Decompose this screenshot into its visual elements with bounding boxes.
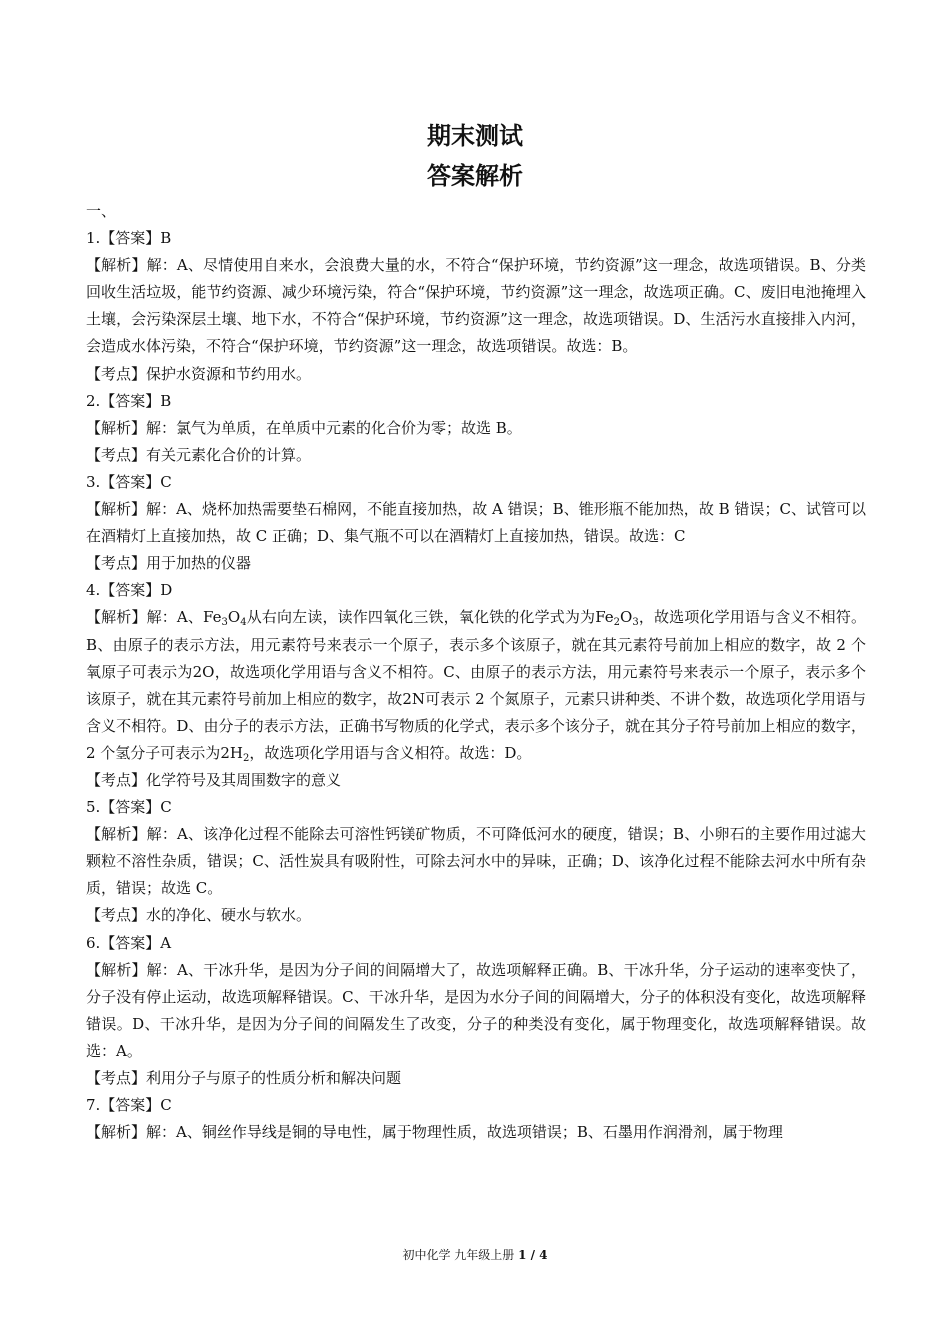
q5-answer: 5.【答案】C bbox=[86, 798, 172, 817]
q2-point: 【考点】有关元素化合价的计算。 bbox=[86, 445, 312, 464]
q3-answer: 3.【答案】C bbox=[86, 472, 172, 491]
section-heading: 一、 bbox=[86, 202, 117, 220]
q5-point: 【考点】水的净化、硬水与软水。 bbox=[86, 906, 312, 925]
page-footer bbox=[0, 1246, 950, 1263]
q4-analysis: 【解析】解：A、$Fe_3O_4$从右向左读，读作四氧化三铁，氧化铁的化学式为为$Fe_2O_3$，故选项化学用语与含义不相符。B、由原子的表示方法，用元素符号来表示一个原子，表示多个该原子，就在其元素符号前加上相应的数字，故 2 个氧原子可表示为2O，故选项化学用语与含义不相符。C、由原子的表示方法，用元素符号来表示一个原子，表示多个该原子，就在其元素符号前加上相应的数字，故2N可表示 2 个氮原子，元素只讲种类、不讲个数，故选项化学用语与含义不相符。D、由分子的表示方法，正确书写物质的化学式，表示多个该分子，就在其分子符号前加上相应的数字，2 个氢分子可表示为$2H_2$，故选项化学用语与含义相符。故选：D。 bbox=[86, 608, 866, 764]
q4-answer: 4.【答案】D bbox=[86, 581, 173, 600]
q6-analysis: 【解析】解：A、干冰升华，是因为分子间的间隔增大了，故选项解释正确。B、干冰升华，分子运动的速率变快了，分子没有停止运动，故选项解释错误。C、干冰升华，是因为水分子间的间隔增大，分子的体积没有变化，故选项解释错误。D、干冰升华，是因为分子间的间隔发生了改变，分子的种类没有变化，属于物理变化，故选项解释错误。故选：A。 bbox=[86, 960, 866, 1060]
q4-point: 【考点】化学符号及其周围数字的意义 bbox=[86, 770, 342, 789]
answer-content bbox=[86, 198, 866, 1146]
q6-answer: 6.【答案】A bbox=[86, 933, 172, 952]
formula-2n: 2N bbox=[402, 689, 425, 708]
q5-analysis: 【解析】解：A、该净化过程不能除去可溶性钙镁矿物质，不可降低河水的硬度，错误；B、小卵石的主要作用过滤大颗粒不溶性杂质，错误；C、活性炭具有吸附性，可除去河水中的异味，正确；D、该净化过程不能除去河水中所有杂质，错误；故选 C。 bbox=[86, 825, 866, 898]
q7-analysis: 【解析】解：A、铜丝作导线是铜的导电性，属于物理性质，故选项错误；B、石墨用作润滑剂，属于物理 bbox=[86, 1123, 783, 1142]
q3-analysis: 【解析】解：A、烧杯加热需要垫石棉网，不能直接加热，故 A 错误；B、锥形瓶不能加热，故 B 错误；C、试管可以在酒精灯上直接加热，故 C 正确；D、集气瓶不可以在酒精灯上直接加热，错误。故选：C bbox=[86, 500, 866, 546]
formula-2o: 2O bbox=[192, 662, 215, 681]
q2-analysis: 【解析】解：氯气为单质，在单质中元素的化合价为零；故选 B。 bbox=[86, 418, 522, 437]
q1-point: 【考点】保护水资源和节约用水。 bbox=[86, 364, 312, 383]
page-number: 1 / 4 bbox=[518, 1248, 548, 1262]
formula-2h2: $2H_2$ bbox=[220, 743, 250, 764]
formula-fe3o4: $Fe_3O_4$ bbox=[203, 608, 247, 629]
q7-answer: 7.【答案】C bbox=[86, 1096, 172, 1115]
footer-subject: 初中化学 九年级上册 bbox=[402, 1248, 519, 1262]
q3-point: 【考点】用于加热的仪器 bbox=[86, 554, 252, 573]
page-title: 期末测试 bbox=[427, 122, 523, 150]
q1-analysis: 【解析】解：A、尽情使用自来水，会浪费大量的水，不符合“保护环境，节约资源”这一理念，故选项错误。B、分类回收生活垃圾，能节约资源、减少环境污染，符合“保护环境，节约资源”这一理念，故选项正确。C、废旧电池掩埋入土壤，会污染深层土壤、地下水，不符合“保护环境，节约资源”这一理念，故选项错误。D、生活污水直接排入内河，会造成水体污染，不符合“保护环境，节约资源”这一理念，故选项错误。故选：B。 bbox=[86, 256, 866, 356]
formula-fe2o3: $Fe_2O_3$ bbox=[595, 608, 639, 629]
q1-answer: 1.【答案】B bbox=[86, 229, 172, 248]
page-subtitle: 答案解析 bbox=[427, 162, 523, 190]
q2-answer: 2.【答案】B bbox=[86, 391, 172, 410]
q6-point: 【考点】利用分子与原子的性质分析和解决问题 bbox=[86, 1069, 402, 1087]
